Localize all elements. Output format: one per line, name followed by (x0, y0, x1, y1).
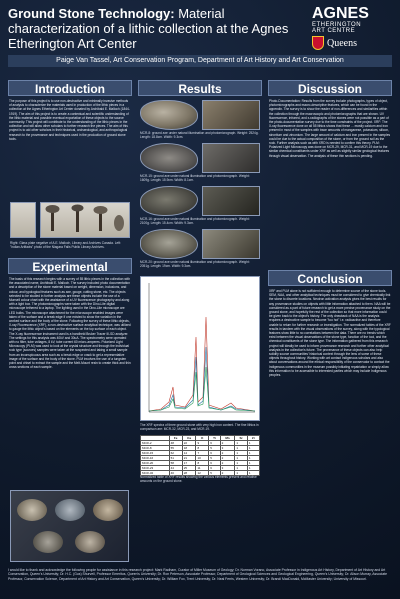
logos (312, 6, 394, 56)
xrf-table-cell: 8 (196, 461, 209, 466)
xrf-spectrum-plot (141, 277, 259, 420)
xrf-col-header: Fe (169, 436, 182, 441)
sample-3 (93, 499, 123, 521)
xrf-table-cell: 1 (247, 466, 259, 471)
xrf-table-cell: 21 (182, 456, 196, 461)
xrf-table-cell: 17 (182, 461, 196, 466)
xrf-table-cell: 2 (220, 471, 235, 476)
xrf-table-cell: 40 (169, 471, 182, 476)
introduction-header: Introduction (8, 80, 132, 96)
xrf-table-body (141, 441, 260, 476)
xrf-table-cell: 6 (209, 461, 220, 466)
mcr15-caption: MCR-15: ground axe under natural illumination and photomicrograph. Weight: 1609g. Length: 15.9cm. Width: 8.1cm. (140, 174, 250, 182)
xrf-table-cell: 28 (182, 471, 196, 476)
xrf-table-cell: 7 (196, 451, 209, 456)
mcr16-micrograph (202, 186, 260, 216)
agnes-logo: AGNES (312, 5, 369, 22)
queens-label: Queens (327, 37, 357, 49)
xrf-table-cell: 1 (235, 461, 247, 466)
discussion-text: Photo-Documentation: Results from the survey include photographs, types of object, photomicrographs and macro-descriptive features, which can be found in the appendix. The survey is to show the reader of non-differences and similarities within the collection through the macroscopic and photomicrographs that are shown. UV fluorescence, infrared, and x-radiographs of the stones were not possible as a part of the photo-documentation survey due to the time constraints of the project. XRF: The X-ray fluorescence done on all 55 lithics shows that these ... mostly calcium and iron present in most of the samples with trace amounts of manganese, potassium, silicon, strontium and zirconium. The large amount of calcium and iron present in the samples could be due to the actual composition of the stone, or from the ground soil as the rock. Further analysis such as with XRD is needed to confirm this theory. PLM: Polarized Light Microscopy was done on MCR-29, MCR-31, and MCR-19 due to the similar chemical constituents under XRF as well as slightly similar geological features through visual observation. The analysis of these thin sections is pending. (269, 99, 391, 158)
sample-1 (17, 499, 47, 521)
xrf-table-cell: 2 (220, 441, 235, 446)
thin-section-photos (10, 490, 129, 562)
xrf-table-cell: 5 (209, 471, 220, 476)
experimental-text: The basis of this research begins with a survey of 55 lithic pieces in the collection with the associated name, Archibald E. Malloch. The survey included photo documentation and a description of the stone material based on weight, dimension, inclusions, and colour, and typological features such as axe, gouge, cutting stone, etc. The objects selected to be studied in further analysis are these objects include the use of a Munsell colour chart with the assistance of a UV fluorescence photography and along with a light box. The photomicrographs were taken with the Dino-Lite digital microscope tethered to a laptop. The lighting used in the Dino-Lite microscope are LED bulbs. The microscope attachment for the microscope enabled images were taken of the surface and a break edge if one existed to show the variation in the worked surface and the body of the stone. Following the survey of these lithic objects, X-ray Fluorescence (XRF), a non-destructive surface analytical technique, was utilized to gauge the lithic object's based on the elements on the top surface of each object. The X-ray fluorescence instrument used is a handheld Bruker Tracer III-SD analyzer. The settings for this analysis was 40kV and 30uA. The spectrometry were operated with no filter, tube voltages, 8 kV, tube current 60 micro-amperes. Polarized Light Microscopy (PLM) was used to look at the crystal structure and through the individual rock type (sources) samples were taken at the suspected and taking a small sample from an inconspicuous area such as a break edge or crack to get a representative image of the surface and the body of the stone. PLM involves the use of a tungsten point and chisel to extract the sample and the Melt-Mount resin to create thick and thin cross sections of each sample. (9, 277, 131, 370)
mcr16-photo (140, 186, 198, 216)
xrf-col-header: Ca (182, 436, 196, 441)
xrf-table-cell: MCR-15 (141, 451, 170, 456)
xrf-table-cell: 1 (247, 471, 259, 476)
title-rest: Material characterization of a lithic collection at the Agnes Etherington Art Center (8, 6, 289, 51)
conclusion-header: Conclusion (268, 270, 392, 286)
xrf-table-cell: 1 (247, 456, 259, 461)
xrf-table-cell: 55 (169, 446, 182, 451)
xrf-table-cell: 25 (182, 466, 196, 471)
xrf-table-cell: 12 (196, 471, 209, 476)
table-caption: Normalized table of XRF results showing the various elements present and relative amounts on the ground stone. (140, 475, 257, 483)
xrf-table-cell: 11 (196, 466, 209, 471)
xrf-table-cell: 1 (235, 471, 247, 476)
mcr8-micrograph (202, 100, 260, 130)
xrf-table-cell: MCR-32 (141, 471, 170, 476)
xrf-col-header: K (196, 436, 209, 441)
xrf-table-cell: 14 (182, 451, 196, 456)
xrf-table-cell: 1 (235, 451, 247, 456)
mcr15-micrograph (202, 143, 260, 173)
mcr15-photo (140, 143, 198, 173)
xrf-table-cell: 3 (220, 466, 235, 471)
xrf-table-cell: 44 (169, 466, 182, 471)
xrf-table-cell: 1 (235, 441, 247, 446)
xrf-table-cell: 6 (209, 466, 220, 471)
xrf-table-cell: 3 (220, 446, 235, 451)
introduction-text: The purpose of this project is to use non-destructive and minimally invasive methods of analysis to characterize the materials used in production of the lithic pieces in a collection at the Agnes Etherington Art Center donated by Archibald E. Malloch (1844-1919). The aim of this project is to create a contextual and scientific understanding of the lithic material and possible eventual exportation of these objects to the source community. This project will contribute to the understanding of the lithic pieces in the collection and will allow other scholars to further research the pieces. The aim of this project is to aid other scholars in their historical, archaeological, and anthropological research to the provenance and techniques used in the production of ground stone tools. (9, 99, 130, 141)
acknowledgements: I would like to thank and acknowledge the following people for assistance in this research project: Mark Radham, Curator of Miller Museum of Geology; Dr. Norman Vorano, Associate Professor in Indigenous Art History, Department of Art History and Art Conservation, Queen's University; Dr. H.C. (Gus) Shurvell, Professor Emeritus, Queen's University; Dr. Ron Peterson, Associate Professor, Department of Geological Sciences and Geological Engineering, Queen's University; Dr. Alison Murray, Associate Professor, Conservation Science, Department of Art History and Art Conservation, Queen's University; Dr. William Fox, Trent University; Dr. Neal Ferris, Western University; Dr. Brandi MacDonald, McMaster University; University of Missouri. (8, 568, 387, 581)
xrf-caption: The XRF spectra of three ground stone with very high iron content. The fine lithics in comparison are: MCR-32, MCR-23, and MCR-19. (140, 423, 259, 431)
conclusion-text: XRF and PLM alone is not sufficient enough to determine source of the stone tools. SEM, NAA, and other analytical techniques must be considered to give chemically link the stone to discrete locations. Neutron activation analysis gives the best results for any provenance studies on objects with little information attached to them. NAA will be considered as a part of future research to get a more precise provenance study on the ground stone, and hopefully the rest of the collection so that more information could be given back to the object's history. The only drawback of NAA is the analysis requires a destructive sample to become "too hot" i.e. radioactive and therefore unable to return for further research or investigation. The normalized tables of the XRF results in tandem with the visual observations of the survey, along with the typological features show little to no correlations between the data. There are no trends which exist between the visual observations of the stone type, function of the tool, and the chemical constituents of the stone type. The information gathered from this research project will ideally be used to inform provenance research and further other analytical analysis in the collection's future. The provenance of these objects can also help solidify source communities' historical context through the lens of some of these objects throughout history. Working with art contact Indigenous scholars and also about conversations around the ethical responsibility of the conservator to contact the Indigenous communities in the museum possibly initiating repatriation or simply allow this information to be accessible to interested parties which may include Indigenous peoples. (269, 289, 391, 378)
title-main: Ground Stone Technology: (8, 6, 175, 21)
introduction-caption: Right: Glass plate negative of A.E. Malloch, Library and Archives Canada. Left: "Indian Artifacts" photo of the Niagara Falls Public Library Archives. (10, 241, 121, 249)
xrf-table-cell: 22 (182, 441, 196, 446)
xrf-spectrum (140, 276, 260, 421)
xrf-table-cell: 5 (209, 456, 220, 461)
xrf-table-cell: 1 (247, 451, 259, 456)
results-header: Results (138, 80, 262, 96)
sample-4 (33, 531, 63, 553)
experimental-header: Experimental (8, 258, 132, 274)
poster-title (8, 6, 308, 51)
xrf-table (140, 435, 260, 476)
mcr16-caption: MCR-16: ground axe under natural illumination and photomicrograph. Weight: 2100g. Length: 15.4cm. Width: 9.3cm. (140, 217, 250, 225)
xrf-col-header: Sr (235, 436, 247, 441)
xrf-table-cell: 6 (209, 451, 220, 456)
xrf-col-header: Mn (220, 436, 235, 441)
xrf-table-cell: MCR-23 (141, 466, 170, 471)
xrf-table-cell: 1 (247, 461, 259, 466)
xrf-table-cell: 62 (169, 451, 182, 456)
xrf-table-cell: 1 (235, 466, 247, 471)
xrf-table-cell: 51 (169, 456, 182, 461)
xrf-table-cell: 2 (220, 461, 235, 466)
mcr20-photo (140, 229, 198, 259)
xrf-table-cell: 2 (220, 456, 235, 461)
xrf-table-cell: 48 (169, 441, 182, 446)
xrf-table-cell: 1 (235, 446, 247, 451)
xrf-table-cell: MCR-8 (141, 446, 170, 451)
xrf-table-cell: 10 (196, 456, 209, 461)
xrf-table-cell: 8 (196, 446, 209, 451)
author-bar: Paige Van Tassel, Art Conservation Program, Department of Art History and Art Conservation (8, 55, 392, 67)
xrf-table-cell: MCR-2 (141, 441, 170, 446)
xrf-table-cell: 9 (196, 441, 209, 446)
sample-5 (75, 531, 105, 553)
mcr20-micrograph (202, 229, 260, 259)
sample-2 (55, 499, 85, 521)
artifacts-icon (41, 203, 129, 237)
xrf-table-cell: 1 (235, 456, 247, 461)
xrf-table-cell: 58 (169, 461, 182, 466)
xrf-table-cell: 2 (220, 451, 235, 456)
mcr20-caption: MCR-20: ground axe under natural illumination and photomicrograph. Weight: 2051g. Length: 19cm. Width: 9.3cm. (140, 260, 250, 268)
agnes-sub2: ART CENTRE (312, 28, 356, 34)
indian-artifacts-photo (40, 202, 130, 238)
discussion-header: Discussion (268, 80, 392, 96)
xrf-table-cell: 1 (247, 441, 259, 446)
mcr8-caption: MCR-8: ground axe under natural illumination and photomicrograph. Weight: 2524g. Length: 18.8cm. Width: 9.3cm. (140, 131, 259, 139)
xrf-table-cell: 18 (182, 446, 196, 451)
xrf-table-cell: 1 (247, 446, 259, 451)
malloch-portrait-photo (10, 202, 36, 238)
queens-logo (312, 36, 394, 50)
xrf-table-cell: MCR-20 (141, 461, 170, 466)
crest-icon (312, 36, 324, 50)
xrf-col-header: Zr (247, 436, 259, 441)
xrf-table-cell: MCR-16 (141, 456, 170, 461)
xrf-table-cell: 5 (209, 446, 220, 451)
xrf-col-header: Ti (209, 436, 220, 441)
xrf-table-cell: 6 (209, 441, 220, 446)
mcr8-photo (140, 100, 198, 130)
agnes-sub1: ETHERINGTON (312, 22, 362, 28)
